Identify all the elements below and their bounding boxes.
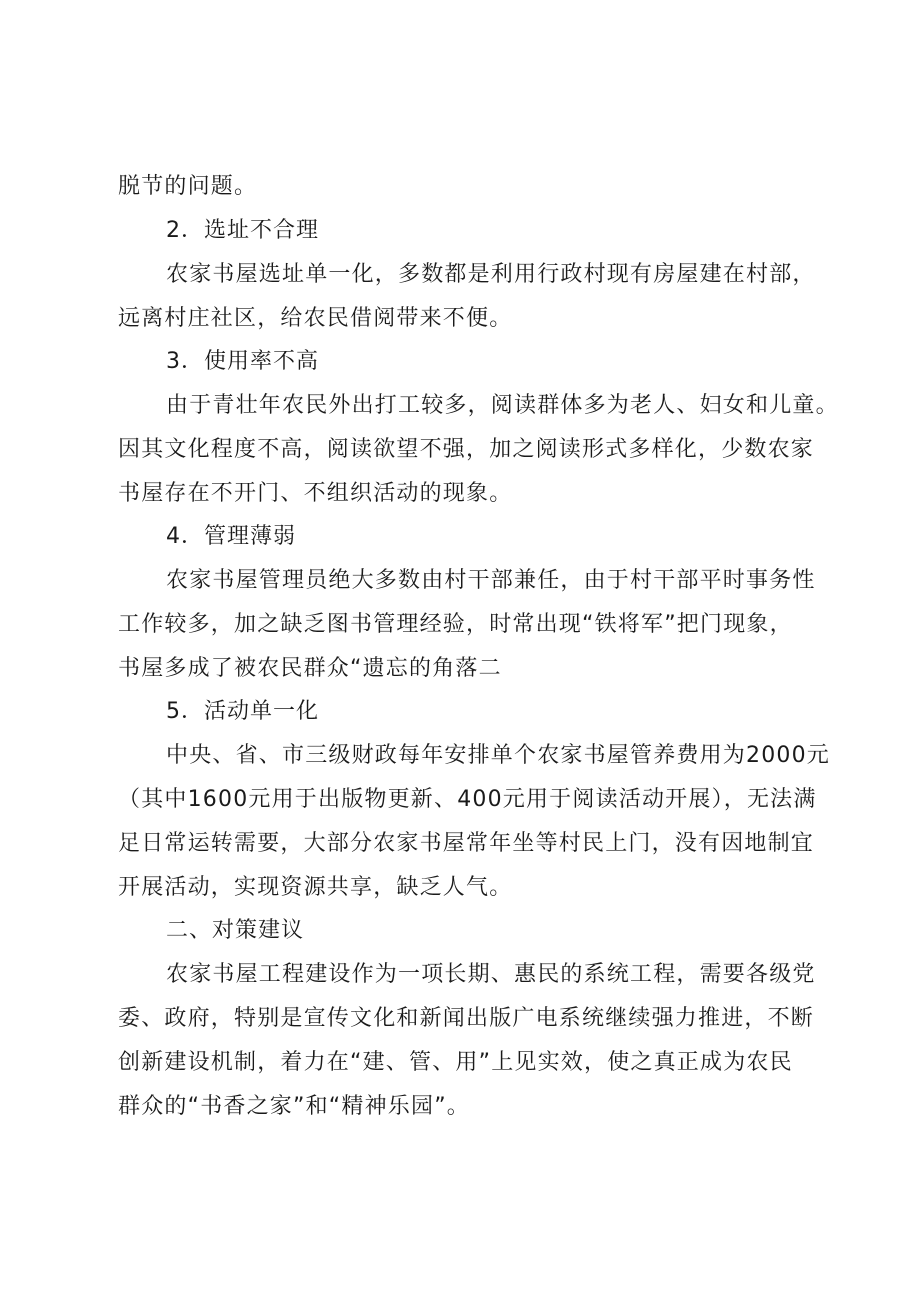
paragraph-line: 脱节的问题。 [118, 174, 258, 199]
paragraph-line: 工作较多，加之缺乏图书管理经验，时常出现“铁将军”把门现象， [118, 612, 793, 637]
paragraph-line: 农家书屋选址单一化，多数都是利用行政村现有房屋建在村部， [166, 262, 816, 287]
section-heading-3: 3．使用率不高 [166, 349, 319, 374]
paragraph-line: 因其文化程度不高，阅读欲望不强，加之阅读形式多样化，少数农家 [118, 437, 815, 462]
paragraph-line: 委、政府，特别是宣传文化和新闻出版广电系统继续强力推进，不断 [118, 1006, 815, 1031]
paragraph-line: 农家书屋管理员绝大多数由村干部兼任，由于村干部平时事务性 [166, 568, 816, 593]
section-heading-5: 5．活动单一化 [166, 699, 319, 724]
paragraph-line: 由于青壮年农民外出打工较多，阅读群体多为老人、妇女和儿童。 [166, 393, 839, 418]
paragraph-line: 创新建设机制，着力在“建、管、用”上见实效，使之真正成为农民 [118, 1050, 793, 1075]
paragraph-line: 足日常运转需要，大部分农家书屋常年坐等村民上门，没有因地制宜 [118, 831, 815, 856]
section-heading-4: 4．管理薄弱 [166, 524, 296, 549]
paragraph-line: （其中1600元用于出版物更新、400元用于阅读活动开展），无法满 [118, 787, 817, 812]
section-heading-countermeasures: 二、对策建议 [166, 918, 305, 943]
section-heading-2: 2．选址不合理 [166, 218, 319, 243]
paragraph-line: 群众的“书香之家”和“精神乐园”。 [118, 1094, 470, 1119]
paragraph-line: 开展活动，实现资源共享，缺乏人气。 [118, 875, 513, 900]
paragraph-line: 农家书屋工程建设作为一项长期、惠民的系统工程，需要各级党 [166, 962, 816, 987]
paragraph-line: 远离村庄社区，给农民借阅带来不便。 [118, 306, 513, 331]
paragraph-line: 书屋多成了被农民群众“遗忘的角落二 [118, 656, 502, 681]
paragraph-line: 书屋存在不开门、不组织活动的现象。 [118, 481, 513, 506]
paragraph-line: 中央、省、市三级财政每年安排单个农家书屋管养费用为2000元 [166, 743, 830, 768]
